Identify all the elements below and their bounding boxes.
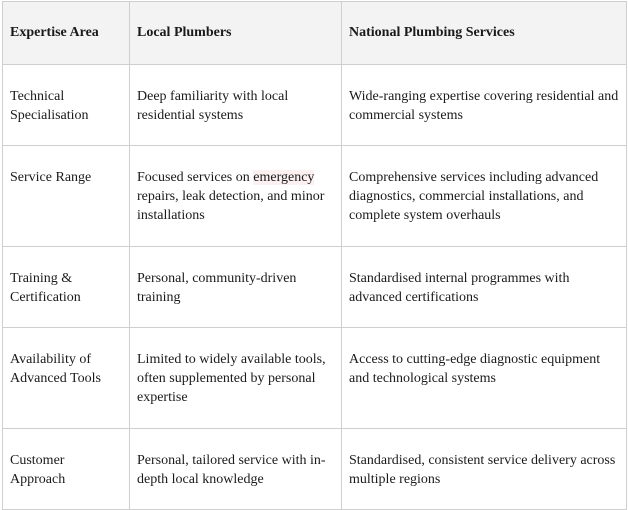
cell-national: Wide-ranging expertise covering residential and commercial systems <box>342 65 627 146</box>
highlighted-word: emergency <box>253 170 315 185</box>
cell-national: Standardised, consistent service delivery across multiple regions <box>342 429 627 510</box>
table-row <box>3 65 627 146</box>
cell-area: Training & Certification <box>3 247 130 328</box>
cell-local: Limited to widely available tools, often supplemented by personal expertise <box>130 328 342 429</box>
header-expertise-area: Expertise Area <box>3 2 130 65</box>
cell-area: Availability of Advanced Tools <box>3 328 130 429</box>
cell-national: Access to cutting-edge diagnostic equipment and technological systems <box>342 328 627 429</box>
cell-national: Standardised internal programmes with advanced certifications <box>342 247 627 328</box>
cell-local <box>130 146 342 247</box>
cell-national: Comprehensive services including advanced diagnostics, commercial installations, and complete system overhauls <box>342 146 627 247</box>
cell-local-text-end: repairs, leak detection, and minor installations <box>137 189 325 223</box>
table-row <box>3 328 627 429</box>
cell-local: Deep familiarity with local residential systems <box>130 65 342 146</box>
cell-area: Customer Approach <box>3 429 130 510</box>
header-row <box>3 2 627 65</box>
cell-local: Personal, tailored service with in-depth local knowledge <box>130 429 342 510</box>
table-row <box>3 429 627 510</box>
header-national-plumbing-services: National Plumbing Services <box>342 2 627 65</box>
comparison-table <box>2 1 627 510</box>
header-local-plumbers: Local Plumbers <box>130 2 342 65</box>
table-row <box>3 247 627 328</box>
cell-local-text-start: Focused services on <box>137 170 254 185</box>
cell-area: Service Range <box>3 146 130 247</box>
cell-area: Technical Specialisation <box>3 65 130 146</box>
cell-local: Personal, community-driven training <box>130 247 342 328</box>
table-row <box>3 146 627 247</box>
